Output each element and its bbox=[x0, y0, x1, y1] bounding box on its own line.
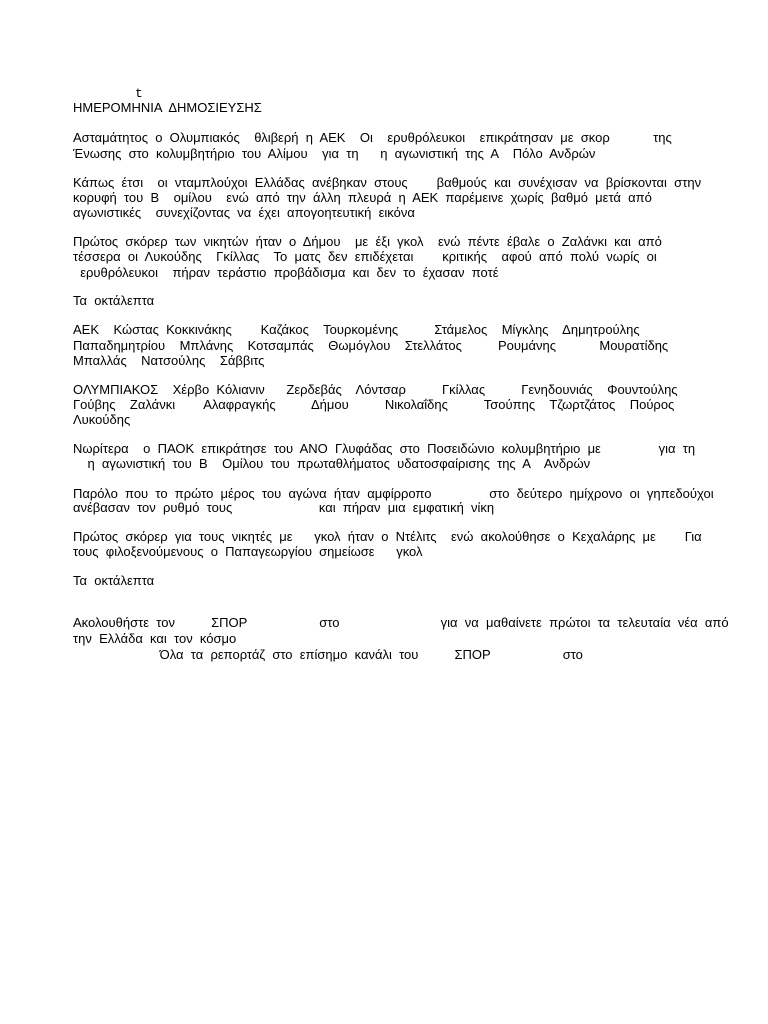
page-marker: t bbox=[135, 86, 143, 101]
roster-line: ΑΕΚ Κώστας Κοκκινάκης Καζάκος Τουρκομένης Στάμελος Μίγκλης Δημητρούλης bbox=[73, 322, 640, 337]
paragraph-line: Πρώτος σκόρερ για τους νικητές με γκολ ήταν ο Ντέλιτς ενώ ακολούθησε ο Κεχαλάρης με Για bbox=[73, 529, 702, 544]
section-label: Τα οκτάλεπτα bbox=[73, 573, 155, 588]
roster-line: Γούβης Ζαλάνκι Αλαφραγκής Δήμου Νικολαΐδης Τσούπης Τζωρτζάτος Πούρος bbox=[73, 397, 675, 412]
publish-date-heading: ΗΜΕΡΟΜΗΝΙΑ ΔΗΜΟΣΙΕΥΣΗΣ bbox=[73, 100, 262, 115]
roster-line: ΟΛΥΜΠΙΑΚΟΣ Χέρβο Κόλιανιν Ζερδεβάς Λόντσαρ Γκίλλας Γενηδουνιάς Φουντούλης bbox=[73, 382, 678, 397]
paragraph-line: Παρόλο που το πρώτο μέρος του αγώνα ήταν αμφίρροπο στο δεύτερο ημίχρονο οι γηπεδούχοι bbox=[73, 486, 714, 501]
paragraph-line: τέσσερα οι Λυκούδης Γκίλλας Το ματς δεν επιδέχεται κριτικής αφού από πολύ νωρίς οι bbox=[73, 249, 657, 264]
paragraph-line: Ασταμάτητος ο Ολυμπιακός θλιβερή η ΑΕΚ Οι ερυθρόλευκοι επικράτησαν με σκορ της bbox=[73, 130, 672, 145]
footer-line: την Ελλάδα και τον κόσμο bbox=[73, 631, 237, 646]
paragraph-line: η αγωνιστική του Β Ομίλου του πρωταθλήματος υδατοσφαίρισης της Α Ανδρών bbox=[73, 456, 591, 471]
paragraph-line: Ένωσης στο κολυμβητήριο του Αλίμου για τη η αγωνιστική της Α Πόλο Ανδρών bbox=[73, 146, 596, 161]
roster-line: Λυκούδης bbox=[73, 412, 131, 427]
paragraph-line: Κάπως έτσι οι νταμπλούχοι Ελλάδας ανέβηκαν στους βαθμούς και συνέχισαν να βρίσκονται στην bbox=[73, 175, 702, 190]
paragraph-line: ανέβασαν τον ρυθμό τους και πήραν μια εμφατική νίκη bbox=[73, 500, 495, 515]
roster-line: Παπαδημητρίου Μπλάνης Κοτσαμπάς Θωμόγλου Στελλάτος Ρουμάνης Μουρατίδης bbox=[73, 338, 669, 353]
section-label: Τα οκτάλεπτα bbox=[73, 293, 155, 308]
paragraph-line: Πρώτος σκόρερ των νικητών ήταν ο Δήμου με έξι γκολ ενώ πέντε έβαλε ο Ζαλάνκι και από bbox=[73, 234, 662, 249]
paragraph-line: ερυθρόλευκοι πήραν τεράστιο προβάδισμα και δεν το έχασαν ποτέ bbox=[73, 265, 499, 280]
footer-line: Ακολουθήστε τον ΣΠΟΡ στο για να μαθαίνετε πρώτοι τα τελευταία νέα από bbox=[73, 615, 729, 630]
paragraph-line: τους φιλοξενούμενους ο Παπαγεωργίου σημείωσε γκολ bbox=[73, 544, 423, 559]
roster-line: Μπαλλάς Νατσούλης Σάββιτς bbox=[73, 353, 265, 368]
paragraph-line: κορυφή του Β ομίλου ενώ από την άλλη πλευρά η ΑΕΚ παρέμεινε χωρίς βαθμό μετά από bbox=[73, 190, 652, 205]
paragraph-line: αγωνιστικές συνεχίζοντας να έχει απογοητευτική εικόνα bbox=[73, 205, 415, 220]
paragraph-line: Νωρίτερα ο ΠΑΟΚ επικράτησε του ΑΝΟ Γλυφάδας στο Ποσειδώνιο κολυμβητήριο με για τη bbox=[73, 441, 696, 456]
footer-line: Όλα τα ρεπορτάζ στο επίσημο κανάλι του ΣΠΟΡ στο bbox=[73, 647, 583, 662]
